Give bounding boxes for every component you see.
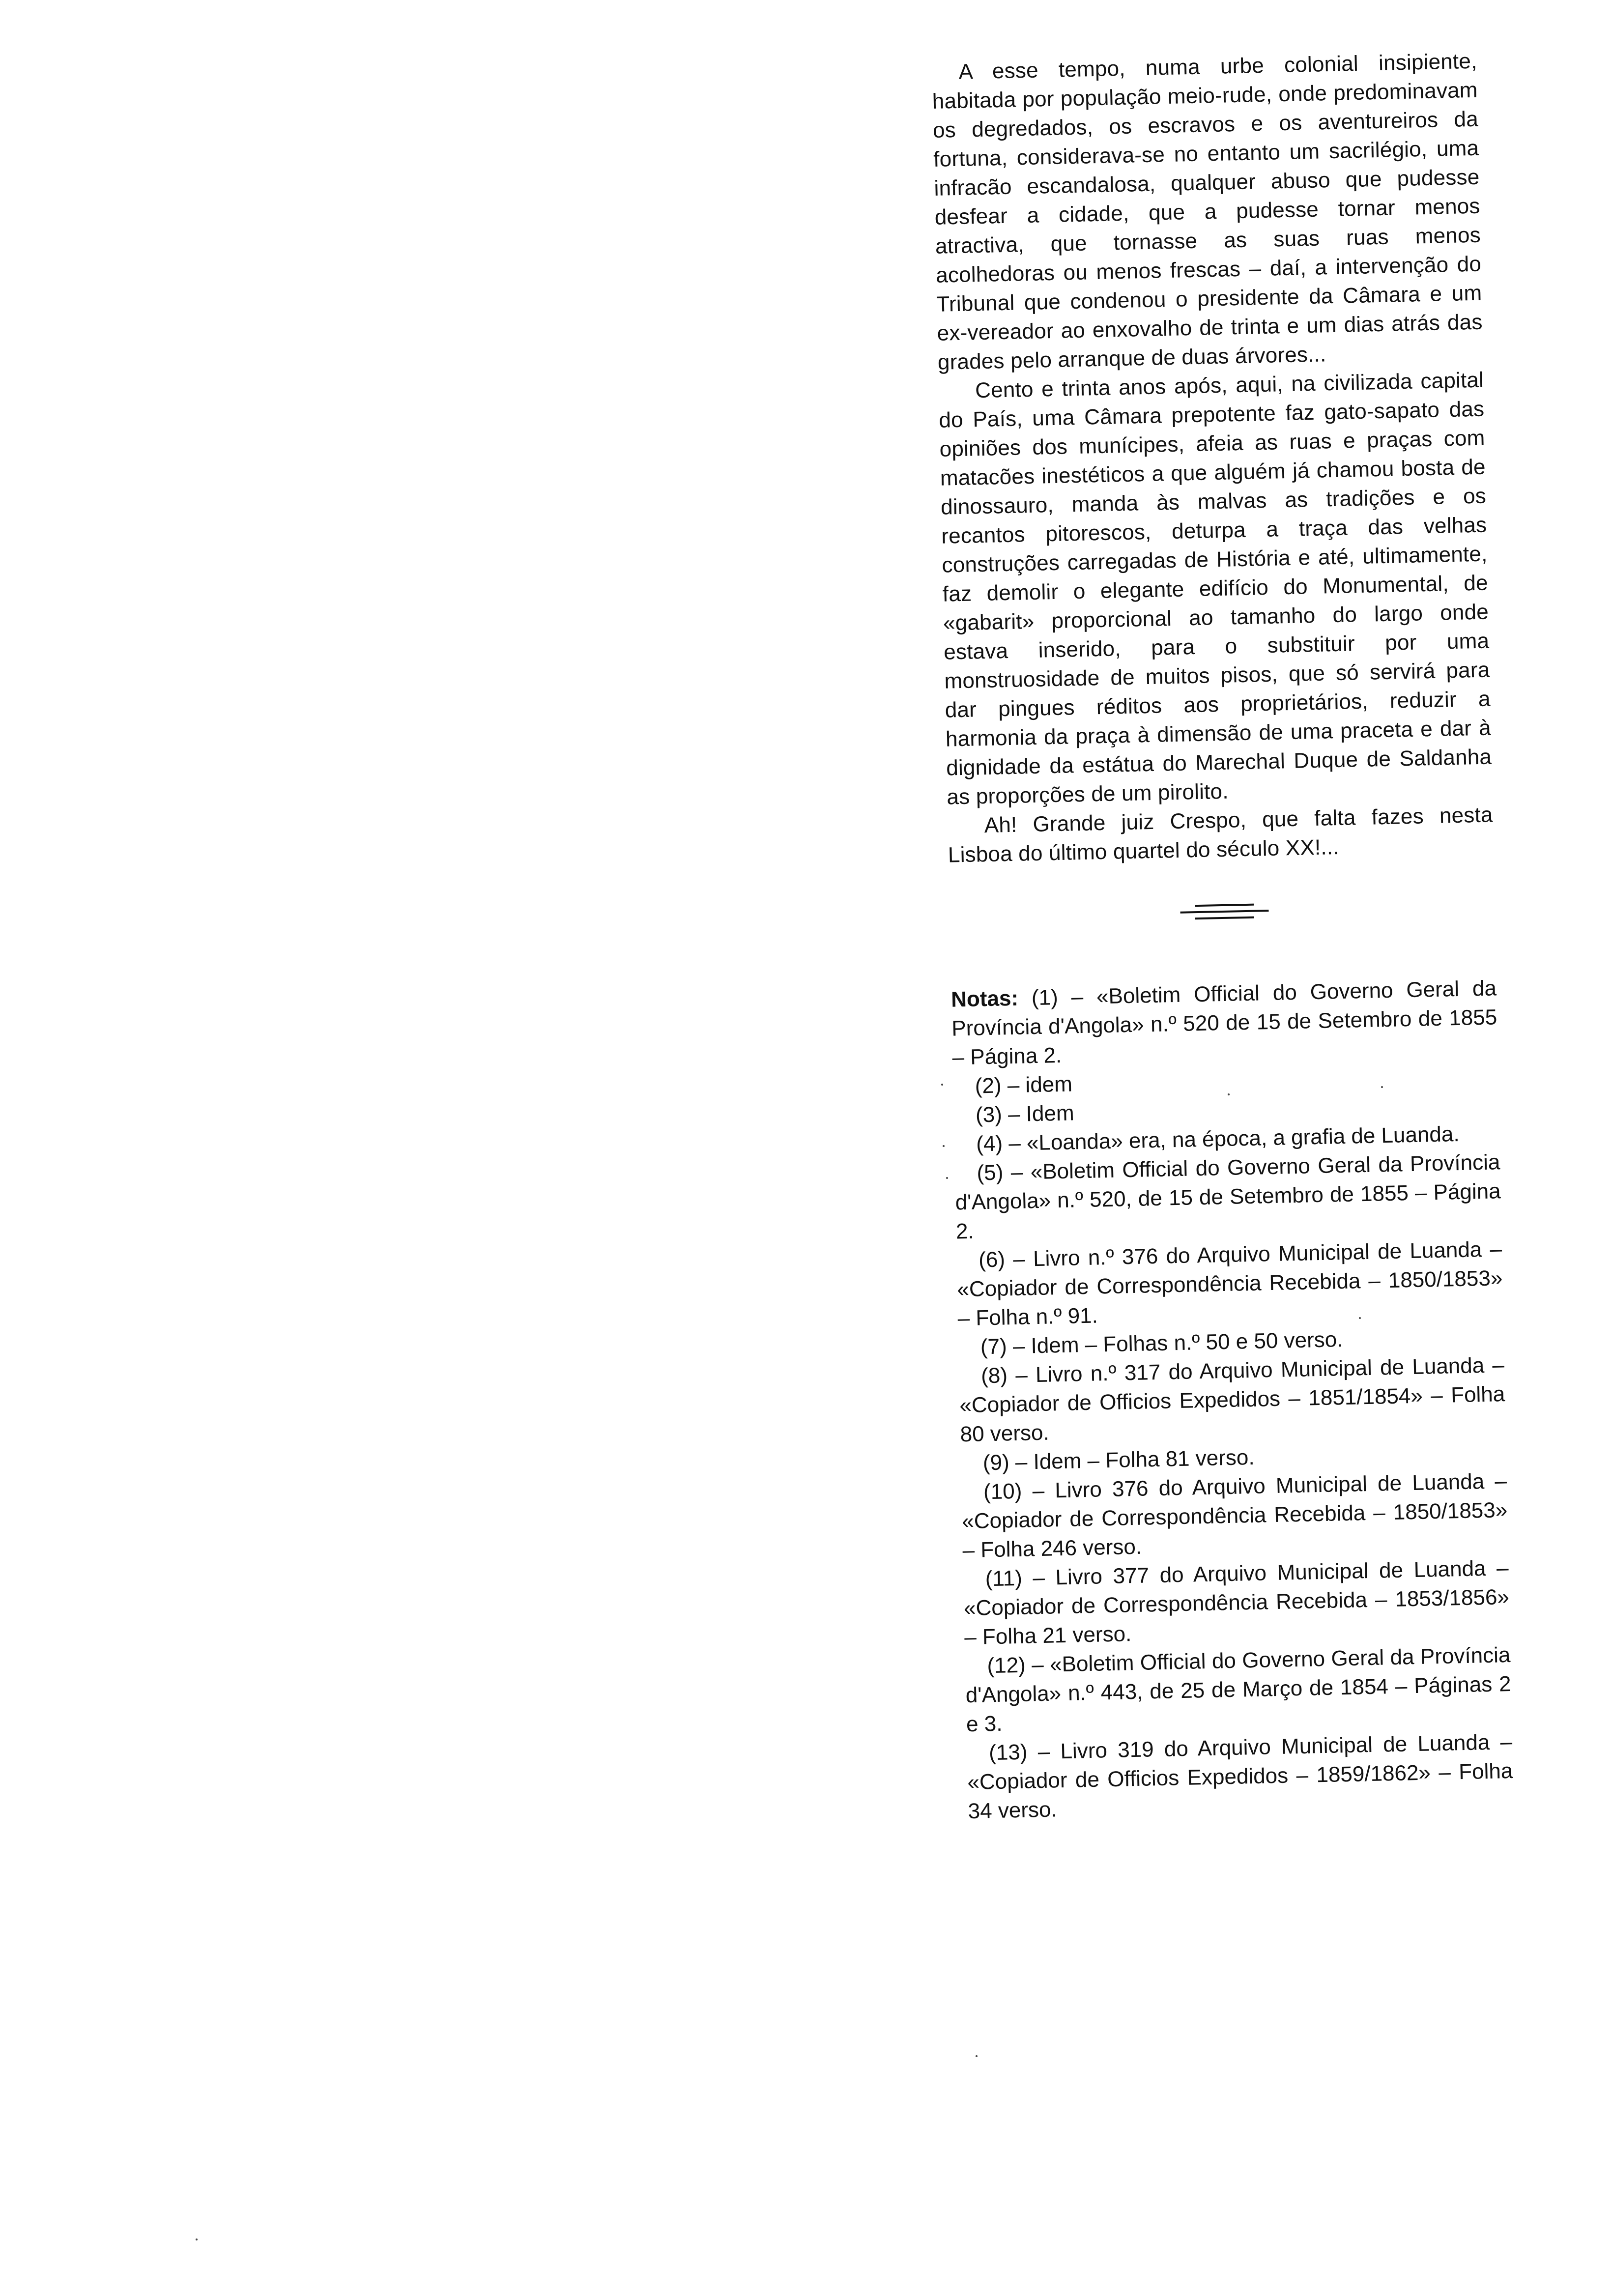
note-item: (9) – Idem – Folha 81 verso. xyxy=(982,1445,1255,1475)
scan-speck xyxy=(941,1084,943,1086)
article-paragraph: Cento e trinta anos após, aqui, na civilizada capital do País, uma Câmara prepotente faz gato-sapato das opiniões dos munícipes, afeia as ruas e praças com matacões inestéticos a que alguém já chamou bosta de dinossauro, manda às malvas as tradições e os recantos pitorescos, deturpa a traça das velhas construções carregadas de História e até, ultimamente, faz demolir o elegante edifício do Monumental, de «gabarit» proporcional ao tamanho do largo onde estava inserido, para o substituir por uma monstruosidade de muitos pisos, que só servirá para dar pingues réditos aos proprietários, reduzir a harmonia da praça à dimensão de uma praceta e dar à dignidade da estátua do Marechal Duque de Saldanha as proporções de um pirolito. xyxy=(938,368,1492,809)
scan-speck xyxy=(976,2055,978,2057)
scan-speck xyxy=(196,2239,198,2240)
separator-rule xyxy=(1195,904,1254,907)
scan-speck xyxy=(943,1145,945,1147)
note-item: (3) – Idem xyxy=(975,1101,1075,1127)
note-item xyxy=(951,974,1498,1072)
note-item: (8) – Livro n.º 317 do Arquivo Municipal de Luanda – «Copiador de Officios Expedidos – 1851/1854» – Folha 80 verso. xyxy=(959,1353,1505,1447)
note-item: (4) – «Loanda» era, na época, a grafia de Luanda. xyxy=(976,1121,1460,1156)
note-text: (1) – «Boletim Official do Governo Geral da Província d'Angola» n.º 520 de 15 de Setembro de 1855 – Página 2. xyxy=(951,976,1497,1070)
article-paragraph: Ah! Grande juiz Crespo, que falta fazes nesta Lisboa do último quartel do século XX!... xyxy=(948,803,1494,867)
scan-speck xyxy=(1228,1093,1230,1095)
note-item: (6) – Livro n.º 376 do Arquivo Municipal de Luanda – «Copiador de Correspondência Recebida – 1850/1853» – Folha n.º 91. xyxy=(956,1237,1503,1331)
note-item: (11) – Livro 377 do Arquivo Municipal de Luanda – «Copiador de Correspondência Recebida – 1853/1856» – Folha 21 verso. xyxy=(963,1556,1510,1650)
article-body xyxy=(931,47,1494,870)
section-separator xyxy=(949,878,1495,943)
note-item: (10) – Livro 376 do Arquivo Municipal de Luanda – «Copiador de Correspondência Recebida – 1850/1853» – Folha 246 verso. xyxy=(961,1469,1508,1563)
notes-label: Notas: xyxy=(950,986,1019,1012)
note-item: (2) – idem xyxy=(975,1072,1073,1098)
text-column xyxy=(931,47,1514,1826)
separator-rule xyxy=(1195,917,1254,920)
separator-rule xyxy=(1180,910,1268,914)
note-item: (5) – «Boletim Official do Governo Geral da Província d'Angola» n.º 520, de 15 de Setembro de 1855 – Página 2. xyxy=(955,1150,1501,1244)
note-item: (13) – Livro 319 do Arquivo Municipal de Luanda – «Copiador de Officios Expedidos – 1859/1862» – Folha 34 verso. xyxy=(967,1730,1513,1824)
notes-section xyxy=(951,974,1514,1826)
scan-speck xyxy=(946,1177,948,1179)
note-item: (7) – Idem – Folhas n.º 50 e 50 verso. xyxy=(980,1327,1343,1359)
article-paragraph: A esse tempo, numa urbe colonial insipiente, habitada por população meio-rude, onde predominavam os degredados, os escravos e os aventureiros da fortuna, considerava-se no entanto um sacrilégio, uma infracão escandalosa, qualquer abuso que pudesse desfear a cidade, que a pudesse tornar menos atractiva, que tornasse as suas ruas menos acolhedoras ou menos frescas – daí, a intervenção do Tribunal que condenou o presidente da Câmara e um ex-vereador ao enxovalho de trinta e um dias atrás das grades pelo arranque de duas árvores... xyxy=(932,49,1483,374)
scan-speck xyxy=(1381,1086,1383,1088)
note-item: (12) – «Boletim Official do Governo Geral da Província d'Angola» n.º 443, de 25 de Março de 1854 – Páginas 2 e 3. xyxy=(965,1643,1512,1737)
scan-speck xyxy=(1359,1317,1361,1319)
